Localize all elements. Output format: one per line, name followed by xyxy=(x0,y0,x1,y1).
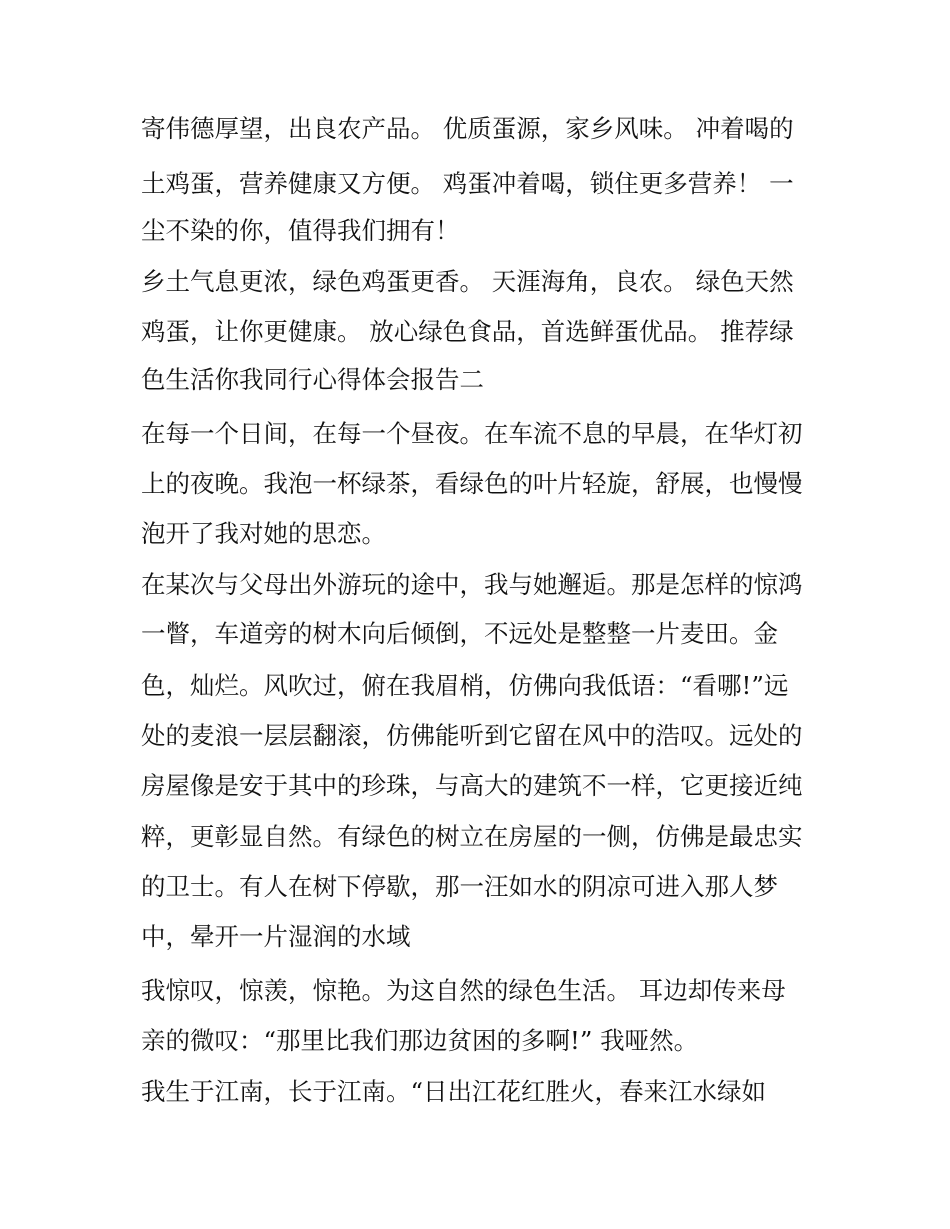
text-line: 房屋像是安于其中的珍珠，与高大的建筑不一样，它更接近纯 xyxy=(141,771,803,800)
text-line: 色生活你我同行心得体会报告二 xyxy=(141,365,484,394)
text-line: 在某次与父母出外游玩的途中，我与她邂逅。那是怎样的惊鸿 xyxy=(141,570,803,599)
text-line: 我生于江南，长于江南。“日出江花红胜火，春来江水绿如 xyxy=(141,1077,767,1106)
text-line: 的卫士。有人在树下停歇，那一汪如水的阴凉可进入那人梦 xyxy=(141,872,778,901)
text-line: 寄伟德厚望，出良农产品。 优质蛋源，家乡风味。 冲着喝的 xyxy=(141,114,794,143)
text-line: 上的夜晚。我泡一杯绿茶，看绿色的叶片轻旋，舒展，也慢慢 xyxy=(141,469,803,498)
text-line: 处的麦浪一层层翻滚，仿佛能听到它留在风中的浩叹。远处的 xyxy=(141,721,803,750)
text-line: 鸡蛋，让你更健康。 放心绿色食品，首选鲜蛋优品。 推荐绿 xyxy=(141,317,794,346)
text-line: 土鸡蛋，营养健康又方便。 鸡蛋冲着喝，锁住更多营养！ 一 xyxy=(141,169,794,198)
text-line: 在每一个日间，在每一个昼夜。在车流不息的早晨，在华灯初 xyxy=(141,419,803,448)
text-line: 亲的微叹：“那里比我们那边贫困的多啊!” 我哑然。 xyxy=(141,1026,699,1055)
text-line: 泡开了我对她的思恋。 xyxy=(141,519,386,548)
text-line: 我惊叹，惊羡，惊艳。为这自然的绿色生活。 耳边却传来母 xyxy=(141,976,786,1005)
text-line: 乡土气息更浓，绿色鸡蛋更香。 天涯海角，良农。 绿色天然 xyxy=(141,267,794,296)
text-line: 色，灿烂。风吹过，俯在我眉梢，仿佛向我低语：“看哪!”远 xyxy=(141,671,789,700)
text-line: 中，晕开一片湿润的水域 xyxy=(141,922,411,951)
text-line: 尘不染的你，值得我们拥有！ xyxy=(141,216,460,245)
text-line: 一瞥，车道旁的树木向后倾倒，不远处是整整一片麦田。金 xyxy=(141,619,778,648)
text-line: 粹，更彰显自然。有绿色的树立在房屋的一侧，仿佛是最忠实 xyxy=(141,822,803,851)
